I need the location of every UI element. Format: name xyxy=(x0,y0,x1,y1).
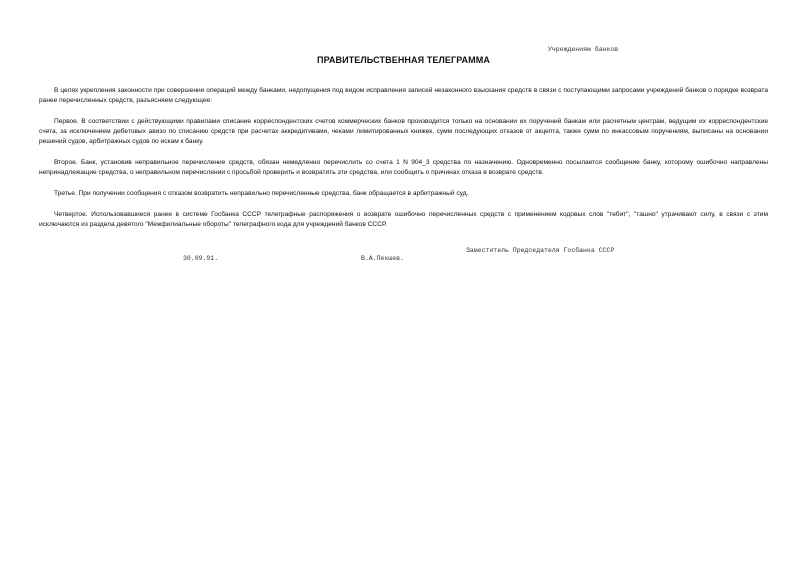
addressee-line: Учреждениям банков xyxy=(548,46,619,53)
paragraph-first: Первое. В соответствии с действующими правилами списание корреспондентских счетов коммерческих банков производится только на основании их поручений банкам или расчетным центрам, ведущим их корреспондентские счета, за исключением дебетовых авизо по списанию средств при расчетах аккредитивами, чеками лимитированных книжек, сумм последующих отказов от акцепта, также сумм по инкассовым поручениям, выписаны на основании решений судов, арбитражных судов по искам к банку. xyxy=(39,118,768,145)
paragraph-intro: В целях укрепления законности при совершении операций между банками, недопущения под видом исправления записей незаконного взыскания средств в связи с поступающими запросами учреждений банков о порядке возврата ранее перечисленных средств, разъясняем следующее: xyxy=(39,87,768,104)
document-title: ПРАВИТЕЛЬСТВЕННАЯ ТЕЛЕГРАММА xyxy=(317,55,490,65)
paragraph-second: Второе. Банк, установив неправильное перечисление средств, обязан немедленно перечислить со счета 1 N 904_3 средства по назначению. Одновременно посылается сообщение банку, которому ошибочно направлены непринадлежащие средства, о неправильном перечислении с просьбой проверить и возвратить эти средства, или сообщить о причинах отказа в возврате средств. xyxy=(39,159,768,176)
document-date: 30.09.91. xyxy=(183,255,219,262)
signatory-name: В.А.Пекшев. xyxy=(361,255,404,262)
paragraph-fourth: Четвертое. Использовавшиеся ранее в системе Госбанка СССР телеграфные распоряжения о возврате ошибочно перечисленных средств с применением кодовых слов "тебит", "ташно" утрачивают силу, в связи с этим исключаются из раздела девятого "Межфилиальные обороты" телеграфного кода для учреждений банков СССР. xyxy=(39,211,768,228)
document-body xyxy=(39,86,768,241)
signatory-position: Заместитель Председателя Госбанка СССР xyxy=(466,247,615,254)
paragraph-third: Третье. При получении сообщения с отказом возвратить неправильно перечисленные средства, банк обращается в арбитражный суд. xyxy=(54,190,469,197)
